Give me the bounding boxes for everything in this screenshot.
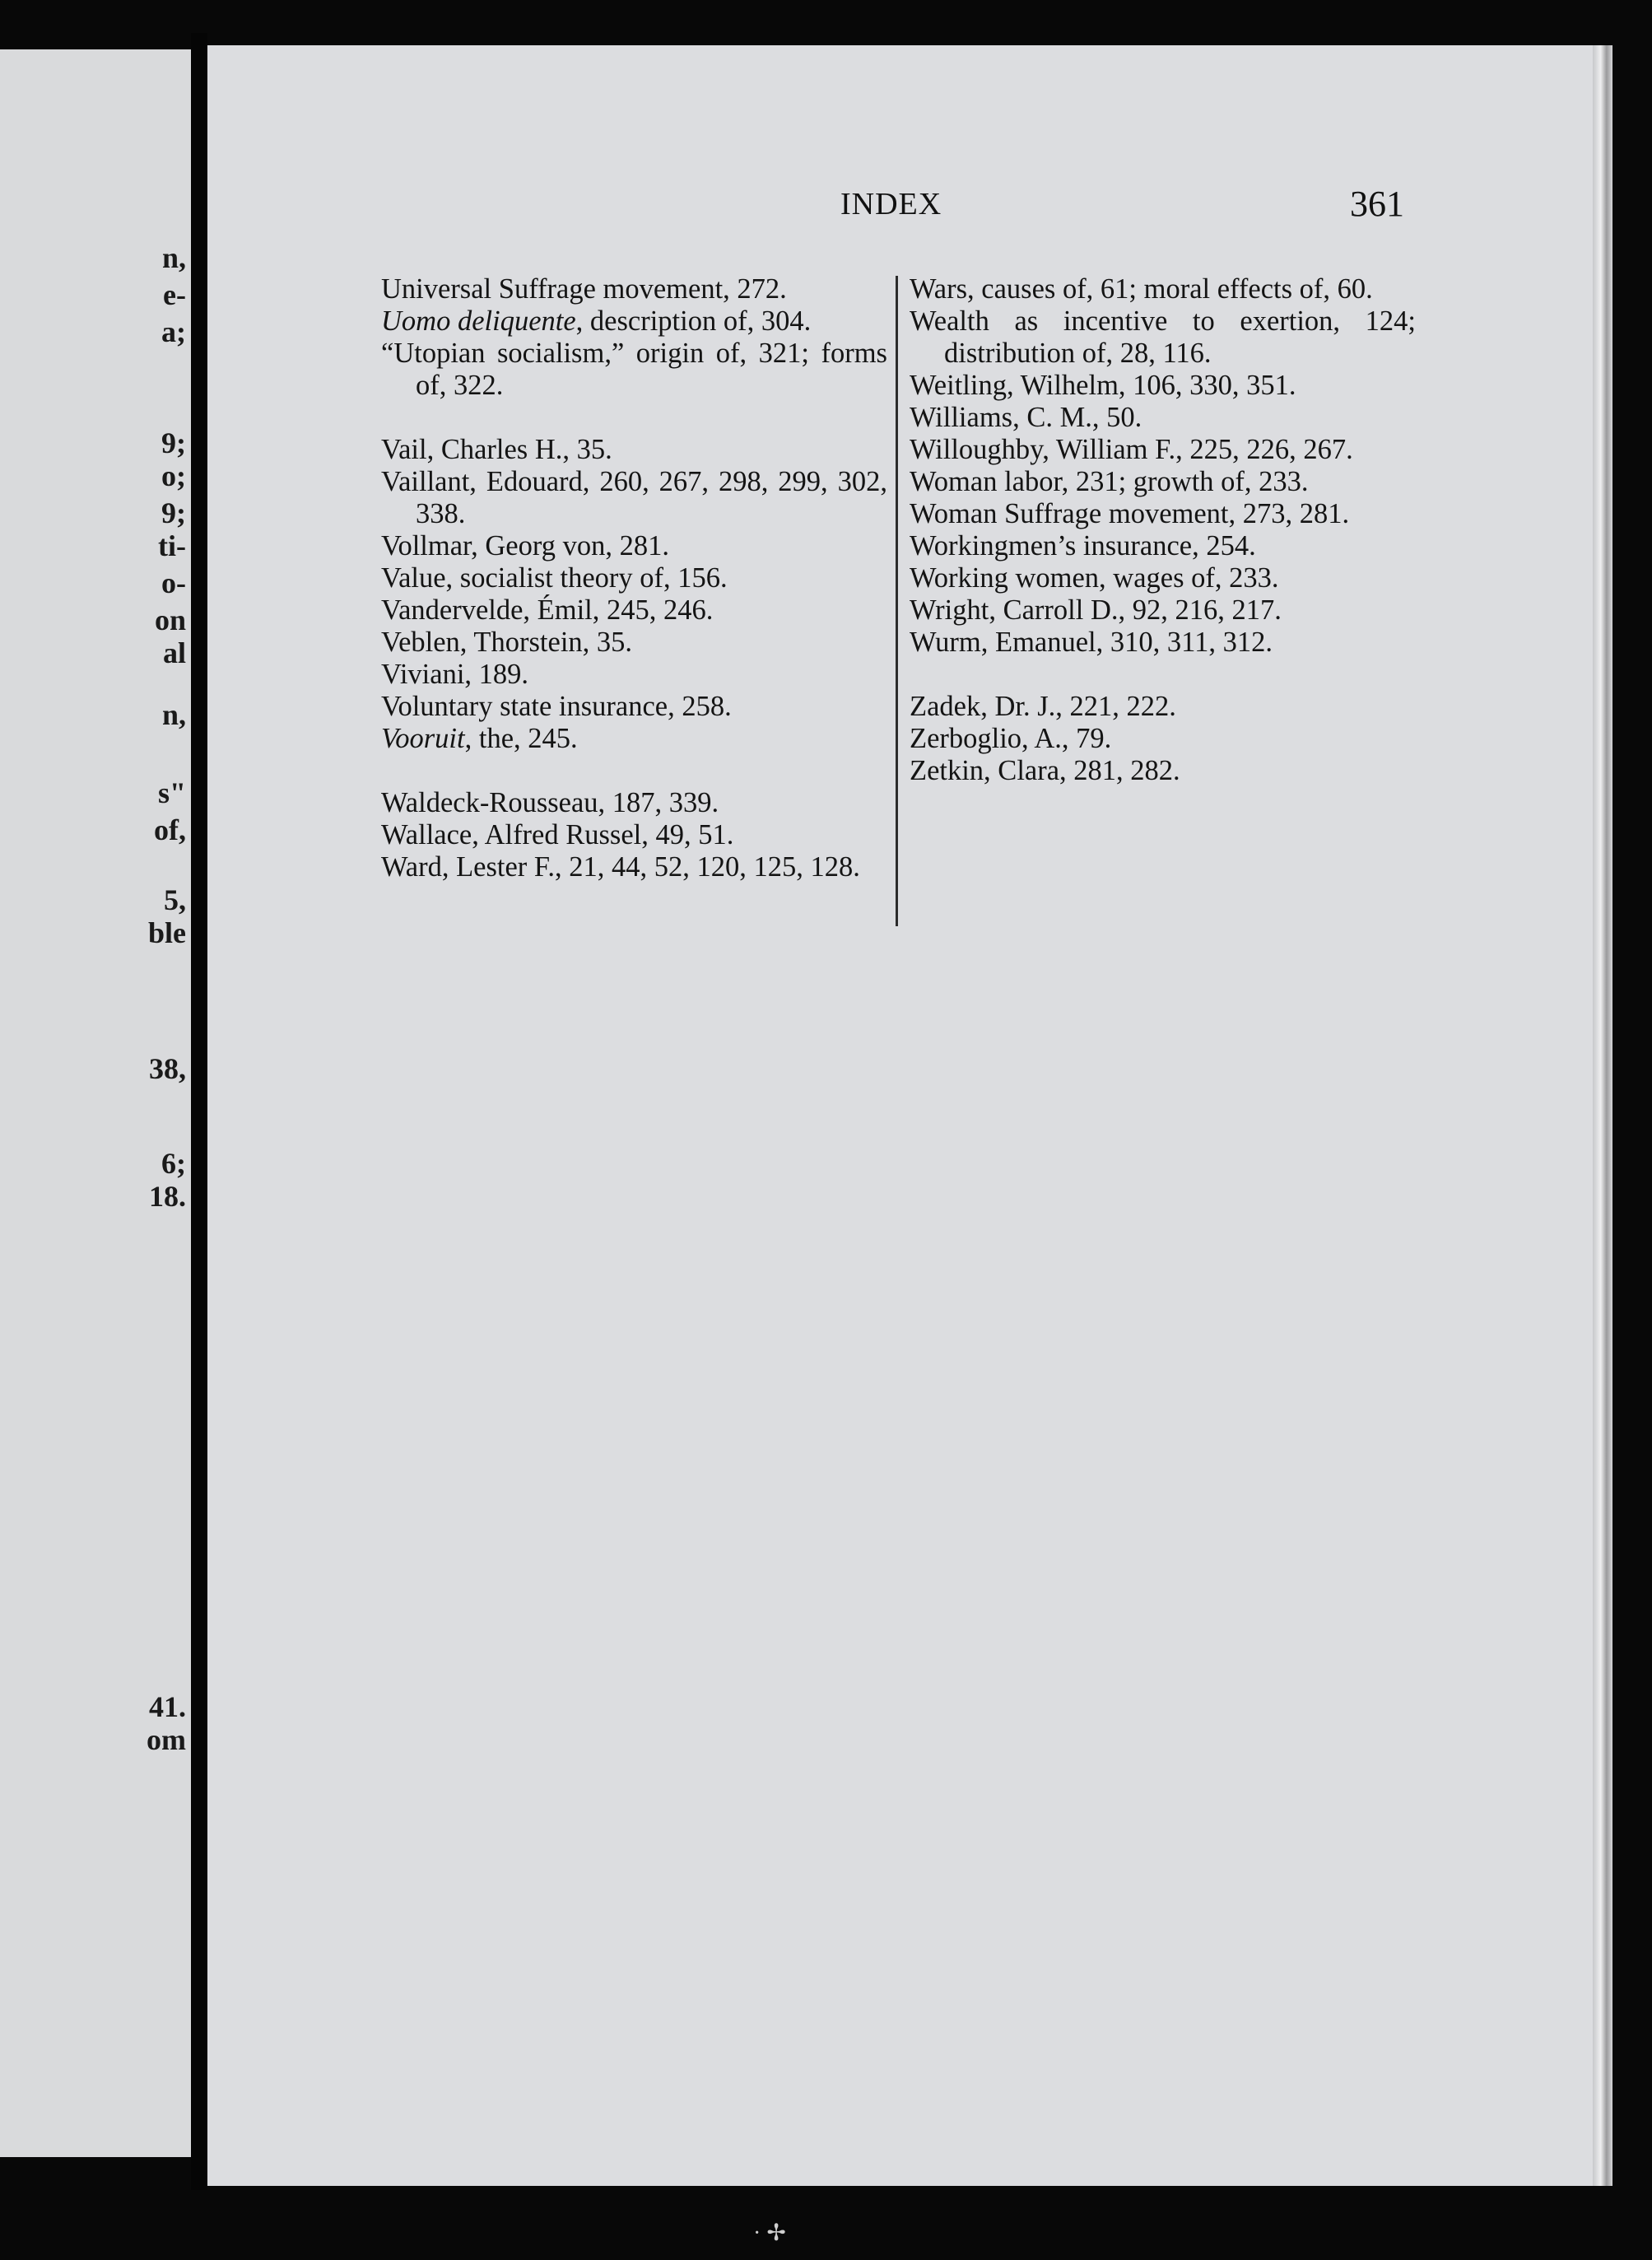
left-page-fragment: a; [161,315,186,348]
left-page-fragment: 9; [161,426,186,459]
index-entry-text: Woman labor, 231; growth of, 233. [910,466,1309,497]
index-entry [381,723,887,755]
index-entry [381,338,887,402]
index-entry-text: Vandervelde, Émil, 245, 246. [381,594,714,626]
page-edge-right [1593,45,1612,2186]
left-page-fragment: 38, [149,1052,186,1085]
index-entry [910,530,1416,562]
index-entry [381,659,887,691]
index-entry [381,530,887,562]
index-entry-text: Zetkin, Clara, 281, 282. [910,755,1180,786]
index-entry [910,402,1416,434]
left-page-fragment: ble [147,916,186,949]
left-page-fragment: s" [158,776,186,809]
index-entry-text: Wars, causes of, 61; moral effects of, 60. [910,273,1373,305]
index-entry [910,723,1416,755]
left-page-fragment: of, [154,813,186,846]
book-gutter [191,33,207,2190]
index-entry-text: Willoughby, William F., 225, 226, 267. [910,434,1353,465]
page-title: INDEX [840,187,942,221]
index-entry-text: Williams, C. M., 50. [910,402,1142,433]
left-page-fragment: 6; [161,1147,186,1180]
left-page-fragment: n, [161,241,186,274]
left-page-fragment: o- [161,566,186,599]
index-entry-text: Workingmen’s insurance, 254. [910,530,1256,562]
index-entry-text: Vail, Charles H., 35. [381,434,612,465]
left-page-fragment: al [162,636,186,669]
index-entry-text: Woman Suffrage movement, 273, 281. [910,498,1350,529]
index-entry [381,273,887,305]
index-entry-text: Vollmar, Georg von, 281. [381,530,669,562]
index-entry-text: , the, 245. [464,723,578,754]
index-entry-text: Ward, Lester F., 21, 44, 52, 120, 125, 128. [381,851,860,883]
index-entry-text: Viviani, 189. [381,659,529,690]
index-entry-text: Universal Suffrage movement, 272. [381,273,787,305]
page-number: 361 [1350,184,1404,224]
index-entry-text: Zerboglio, A., 79. [910,723,1112,754]
left-page-fragment: on [154,603,186,636]
index-entry [910,273,1416,305]
index-entry [381,305,887,338]
left-page-fragment: ti- [158,529,186,562]
index-entry-text: “Utopian socialism,” origin of, 321; forms of, 322. [381,338,887,401]
index-entry [381,787,887,819]
index-entry [381,851,887,883]
index-column-left [381,273,887,883]
index-column-right [910,273,1416,787]
index-entry-text: Wealth as incentive to exertion, 124; distribution of, 28, 116. [910,305,1416,369]
index-entry [381,434,887,466]
index-entry [381,819,887,851]
index-entry-text: Wurm, Emanuel, 310, 311, 312. [910,627,1273,658]
index-entry [381,627,887,659]
index-entry [910,627,1416,659]
index-entry [910,498,1416,530]
index-entry [910,755,1416,787]
index-entry [910,594,1416,627]
index-entry-text: Wallace, Alfred Russel, 49, 51. [381,819,734,850]
index-entry [910,562,1416,594]
index-entry [381,562,887,594]
index-entry [910,370,1416,402]
index-entry [910,305,1416,370]
index-entry-text: , description of, 304. [575,305,812,337]
index-entry-text: Zadek, Dr. J., 221, 222. [910,691,1176,722]
index-entry [381,594,887,627]
index-entry-italic-term: Uomo deliquente [381,305,576,337]
column-divider [896,276,898,926]
left-page-fragment: 9; [161,496,186,529]
index-entry-text: Working women, wages of, 233. [910,562,1279,594]
left-page-edge [0,49,191,2157]
index-entry-italic-term: Vooruit [381,723,465,754]
index-entry [381,466,887,530]
index-entry-text: Wright, Carroll D., 92, 216, 217. [910,594,1282,626]
left-page-fragment: n, [161,698,186,731]
index-entry-text: Veblen, Thorstein, 35. [381,627,633,658]
index-entry-text: Voluntary state insurance, 258. [381,691,732,722]
left-page-fragment: om [147,1723,186,1756]
left-page-fragment: o; [161,459,186,492]
index-entry-text: Weitling, Wilhelm, 106, 330, 351. [910,370,1296,401]
index-entry [381,691,887,723]
index-entry-text: Value, socialist theory of, 156. [381,562,728,594]
scan-specks: · ✢ [753,2220,786,2246]
left-page-fragment: 18. [149,1180,186,1213]
index-entry [910,434,1416,466]
index-entry-text: Vaillant, Edouard, 260, 267, 298, 299, 302, 338. [381,466,887,529]
index-entry [910,466,1416,498]
left-page-fragment: 41. [149,1690,186,1723]
left-page-fragment: e- [163,278,186,311]
index-entry [910,691,1416,723]
left-page-fragment: 5, [164,883,186,916]
index-entry-text: Waldeck-Rousseau, 187, 339. [381,787,719,818]
